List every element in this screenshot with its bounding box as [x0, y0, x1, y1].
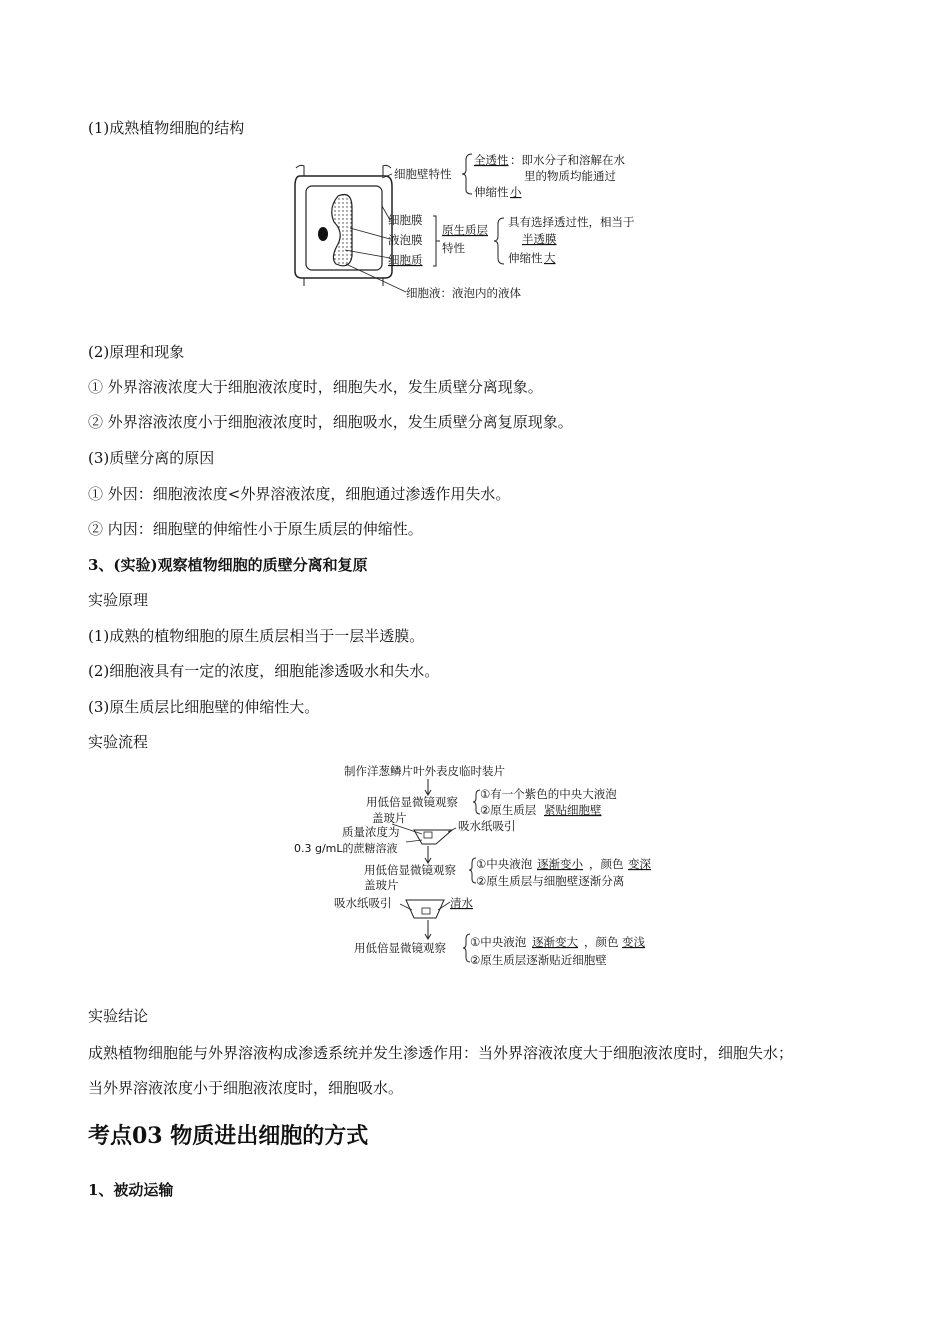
experiment-principle-1: (1)成熟的植物细胞的原生质层相当于一层半透膜。 [88, 627, 425, 645]
proto-prop2-b: 大 [544, 251, 556, 265]
experiment-conclusion-line1: 成熟植物细胞能与外界溶液构成渗透系统并发生渗透作用：当外界溶液浓度大于细胞液浓度时，细胞失水； [88, 1044, 794, 1062]
flow-observe-1: 用低倍显微镜观察 [366, 795, 458, 809]
cause-item-2: ② 内因：细胞壁的伸缩性小于原生质层的伸缩性。 [88, 520, 423, 538]
flow-obs3-item1-a: ①中央液泡 [470, 935, 527, 949]
proto-prop2-a: 伸缩性 [508, 251, 543, 265]
principle-item-2: ② 外界溶液浓度小于细胞液浓度时，细胞吸水，发生质壁分离复原现象。 [88, 413, 573, 431]
flow-obs2-item1-d: 变深 [628, 857, 651, 871]
nucleus-shape [318, 227, 328, 241]
experiment-conclusion-line2: 当外界溶液浓度小于细胞液浓度时，细胞吸水。 [88, 1079, 404, 1097]
cause-item-1: ① 外因：细胞液浓度<外界溶液浓度，细胞通过渗透作用失水。 [88, 485, 511, 503]
wall-prop1-text-a: ：即水分子和溶解在水 [510, 153, 625, 167]
proto-prop1-a: 具有选择透过性，相当于 [508, 215, 635, 229]
experiment-flow-figure [288, 762, 668, 972]
section3-title: 3、(实验)观察植物细胞的质壁分离和复原 [88, 556, 368, 574]
slide-2-shape [406, 900, 444, 918]
wall-prop2-a: 伸缩性 [474, 185, 509, 199]
flow-coverslip-2: 盖玻片 [364, 878, 399, 892]
experiment-conclusion-heading: 实验结论 [88, 1007, 149, 1025]
experiment-principle-2: (2)细胞液具有一定的浓度，细胞能渗透吸水和失水。 [88, 662, 440, 680]
principle-heading: (2)原理和现象 [88, 343, 185, 361]
flow-obs1-item1: ①有一个紫色的中央大液泡 [480, 787, 617, 801]
flow-sucrose-a: 质量浓度为 [342, 825, 400, 839]
flow-sucrose-b: 0.3 g/mL的蔗糖溶液 [294, 842, 398, 855]
flow-obs2-item1-c: ，颜色 [589, 857, 624, 871]
structure-heading: (1)成熟植物细胞的结构 [88, 119, 245, 137]
flow-obs1-item2-b: 紧贴细胞壁 [544, 803, 602, 817]
kp03-title: 考点03 物质进出细胞的方式 [88, 1123, 369, 1149]
cytoplasm-label: 细胞质 [388, 253, 423, 267]
flow-obs1-item2-a: ②原生质层 [480, 803, 537, 817]
flow-obs2-item1-a: ①中央液泡 [476, 857, 533, 871]
cell-sap-label: 细胞液：液泡内的液体 [406, 286, 521, 300]
flow-obs2-item1-b: 逐渐变小 [537, 857, 583, 871]
slide-1-shape [414, 830, 452, 844]
protoplast-props-label: 特性 [442, 241, 465, 255]
membrane-label: 细胞膜 [388, 213, 423, 227]
wall-props-label: 细胞壁特性 [394, 167, 452, 181]
flow-observe-3: 用低倍显微镜观察 [354, 941, 446, 955]
flow-step1: 制作洋葱鳞片叶外表皮临时装片 [344, 764, 505, 778]
wall-prop1-term: 全透性 [474, 153, 509, 167]
flow-absorb-2: 吸水纸吸引 [334, 896, 392, 910]
wall-prop2-b: 小 [510, 185, 522, 199]
flow-obs2-item2: ②原生质层与细胞壁逐渐分离 [476, 874, 625, 888]
plant-cell-structure-figure [290, 146, 670, 308]
vacuole-membrane-label: 液泡膜 [388, 233, 423, 247]
experiment-principle-heading: 实验原理 [88, 591, 149, 609]
proto-prop1-b: 半透膜 [522, 232, 557, 246]
experiment-principle-3: (3)原生质层比细胞壁的伸缩性大。 [88, 698, 320, 716]
flow-coverslip-1: 盖玻片 [372, 811, 407, 825]
experiment-process-heading: 实验流程 [88, 733, 149, 751]
protoplast-label: 原生质层 [442, 223, 488, 237]
flow-observe-2: 用低倍显微镜观察 [364, 863, 456, 877]
flow-obs3-item1-c: ，颜色 [584, 935, 619, 949]
flow-obs3-item2: ②原生质层逐渐贴近细胞壁 [470, 953, 607, 967]
vacuole-shape [332, 195, 352, 266]
flow-obs3-item1-b: 逐渐变大 [532, 935, 578, 949]
principle-item-1: ① 外界溶液浓度大于细胞液浓度时，细胞失水，发生质壁分离现象。 [88, 378, 543, 396]
cause-heading: (3)质壁分离的原因 [88, 449, 215, 467]
flow-absorb-1: 吸水纸吸引 [458, 819, 516, 833]
passive-transport-heading: 1、被动运输 [88, 1181, 174, 1199]
flow-obs3-item1-d: 变浅 [622, 935, 645, 949]
flow-water: 清水 [450, 896, 473, 910]
wall-prop1-text-b: 里的物质均能通过 [524, 169, 616, 183]
